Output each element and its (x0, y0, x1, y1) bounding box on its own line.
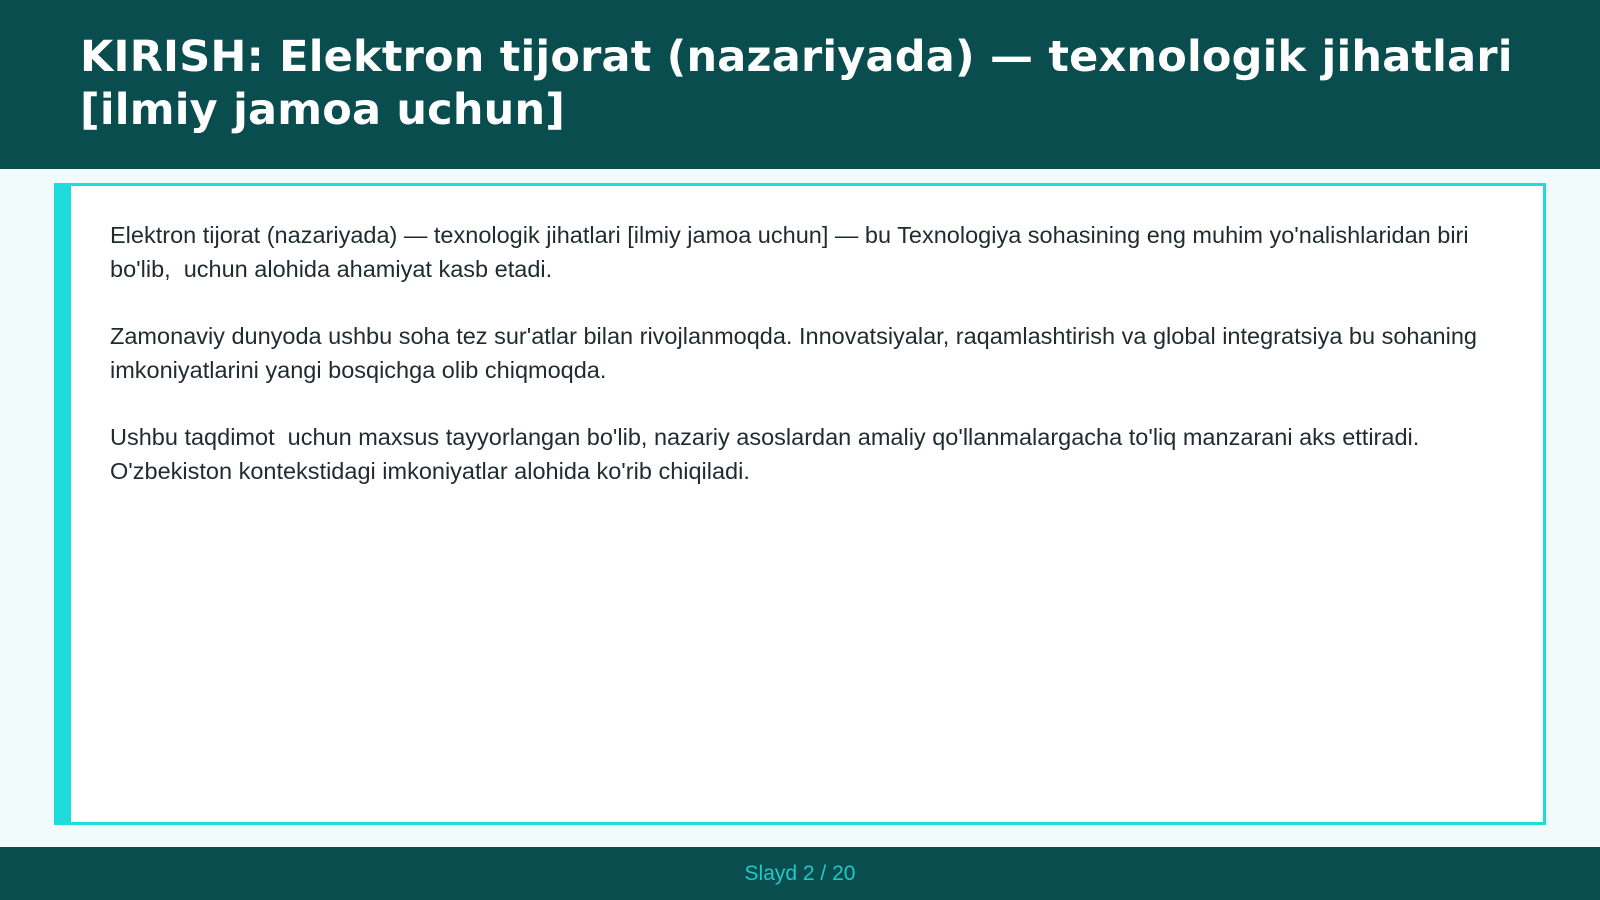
slide-footer (0, 847, 1600, 900)
slide-counter: Slayd 2 / 20 (744, 861, 856, 885)
content-card (54, 183, 1546, 825)
paragraph-3: Ushbu taqdimot uchun maxsus tayyorlangan bo'lib, nazariy asoslardan amaliy qo'llanmalargacha to'liq manzarani aks ettiradi. O'zbekiston kontekstidagi imkoniyatlar alohida ko'rib chiqiladi. (110, 424, 1426, 484)
paragraph-1: Elektron tijorat (nazariyada) — texnologik jihatlari [ilmiy jamoa uchun] — bu Texnologiya sohasining eng muhim yo'nalishlaridan biri bo'lib, uchun alohida ahamiyat kasb etadi. (110, 222, 1476, 282)
paragraph-2: Zamonaviy dunyoda ushbu soha tez sur'atlar bilan rivojlanmoqda. Innovatsiyalar, raqamlashtirish va global integratsiya bu sohaning imkoniyatlarini yangi bosqichga olib chiqmoqda. (110, 323, 1484, 383)
slide-header (0, 0, 1600, 169)
slide-title: KIRISH: Elektron tijorat (nazariyada) — texnologik jihatlari [ilmiy jamoa uchun] (80, 32, 1513, 135)
